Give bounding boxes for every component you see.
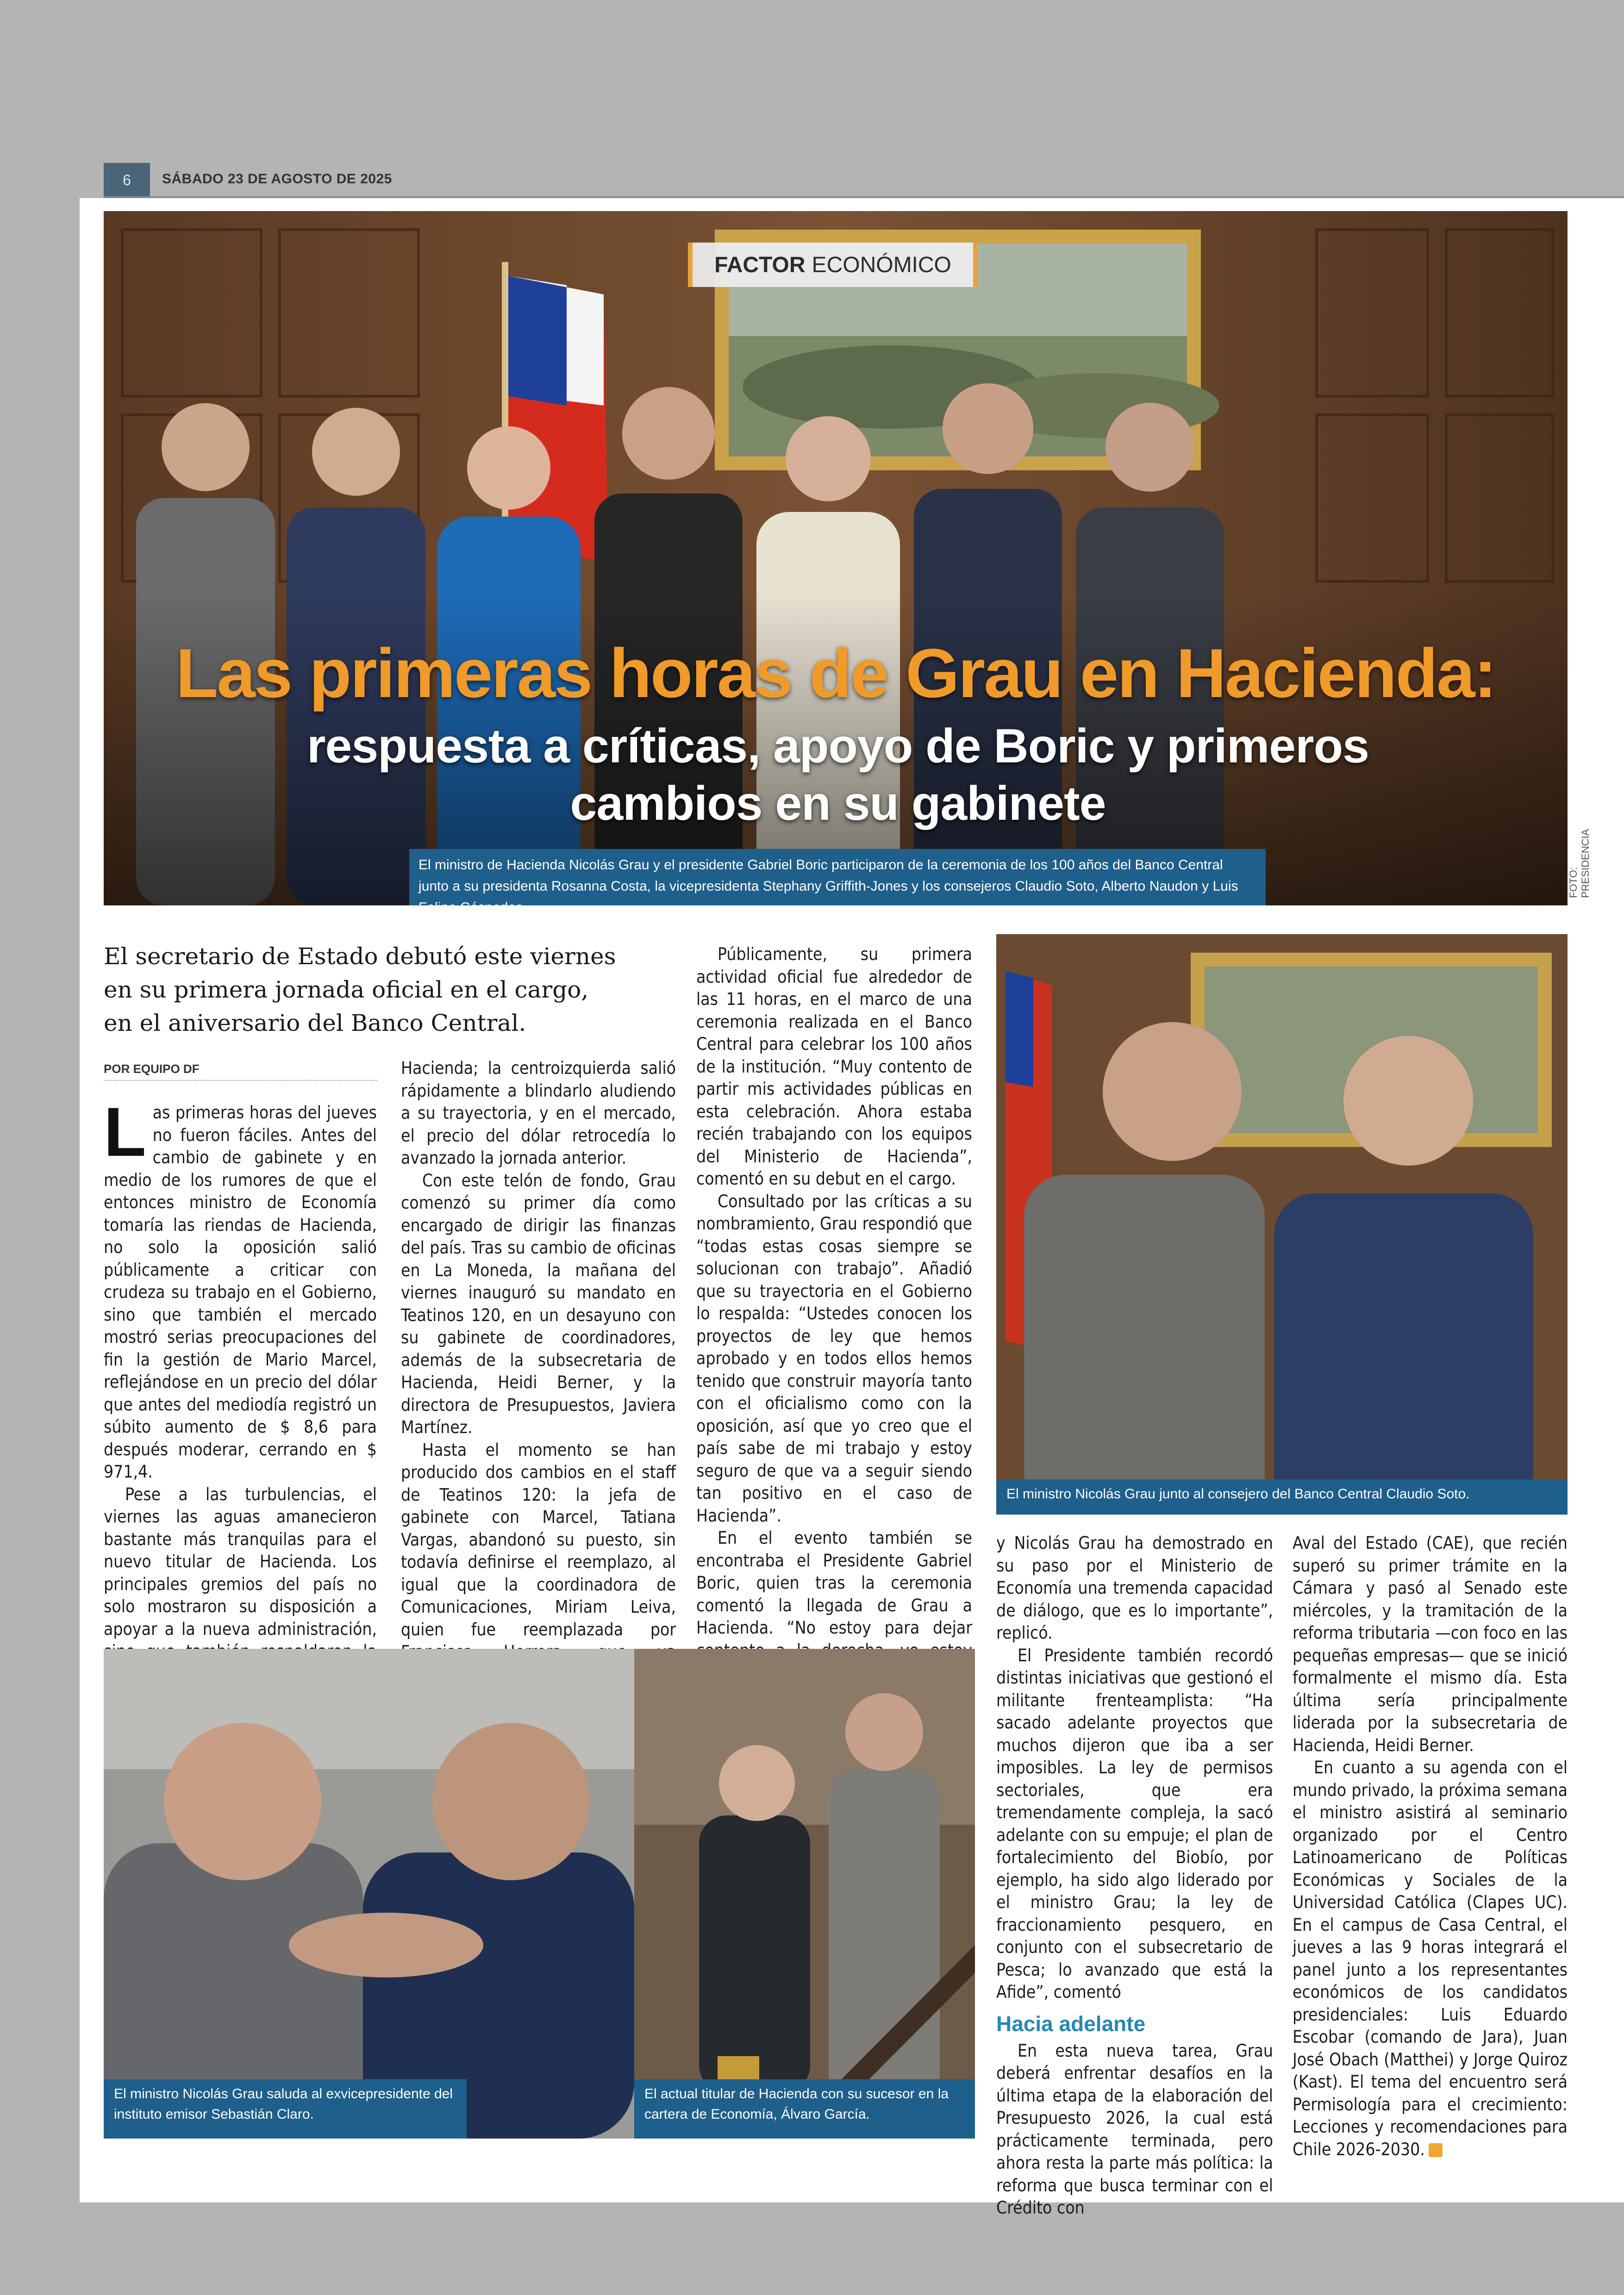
article-paragraph: Hacienda; la centroizquierda salió rápidamente a blindarlo aludiendo a su trayectoria, y en el mercado, el precio del dólar retrocedía lo avanzado la jornada anterior. [401, 1058, 676, 1168]
end-of-article-icon [1429, 2143, 1443, 2157]
article-paragraph: El Presidente también recordó distintas iniciativas que gestionó el militante frenteamplista: “Ha sacado adelante proyectos que muchos dijeron que iba a ser imposibles. La ley de permisos sectoriales, que era tremendamente compleja, la sacó adelante con su empuje; el plan de fortalecimiento del Biobío, por ejemplo, ha sido algo liderado por el ministro Grau; la ley de fraccionamiento pesquero, en conjunto con el subsecretario de Pesca; lo avanzado que está la Afide”, comentó [996, 1645, 1273, 2002]
subheadline [259, 717, 1417, 832]
soto-photo [996, 934, 1568, 1515]
article-paragraph: Públicamente, su primera actividad oficial fue alrededor de las 11 horas, en el marco de una ceremonia realizada en el Banco Central para celebrar los 100 años de la institución. “Muy contento de partir mis actividades públicas en esta celebración. Ahora estaba recién trabajando con los equipos del Ministerio de Hacienda”, comentó en su debut en el cargo. [696, 944, 972, 1189]
article-paragraph: En esta nueva tarea, Grau deberá enfrentar desafíos en la última etapa de la elaboración del Presupuesto 2026, la cual está prácticamente terminada, pero ahora resta la parte más política: la reforma que busca terminar con el Crédito con [996, 2040, 1273, 2218]
paragraph-text: as primeras horas del jueves no fueron fáciles. Antes del cambio de gabinete y en medio de los rumores de que el entonces ministro de Economía tomaría las riendas de Hacienda, no solo la oposición salió públicamente a criticar con crudeza su trabajo en el Gobierno, sino que también el mercado mostró serias preocupaciones del fin la gestión de Mario Marcel, reflejándose en un precio del dólar que antes del mediodía registró un súbito aumento de $ 8,6 para después moderar, cerrando en $ 971,4. [104, 1103, 377, 1482]
claro-caption: El ministro Nicolás Grau saluda al exvicepresidente del instituto emisor Sebastián Claro. [104, 2079, 467, 2139]
soto-caption: El ministro Nicolás Grau junto al consejero del Banco Central Claudio Soto. [996, 1479, 1568, 1515]
section-badge-light: ECONÓMICO [812, 252, 951, 277]
section-subtitle: Hacia adelante [996, 2011, 1146, 2036]
issue-date: SÁBADO 23 DE AGOSTO DE 2025 [162, 171, 392, 187]
byline: POR EQUIPO DF [104, 1062, 377, 1081]
article-column-1 [104, 1093, 377, 1685]
claro-photo [104, 1649, 634, 2139]
section-badge [688, 243, 978, 287]
hero-caption: El ministro de Hacienda Nicolás Grau y el presidente Gabriel Boric participaron de la ceremonia de los 100 años del Banco Central junto a su presidenta Rosanna Costa, la vicepresidenta Stephany Griffith-Jones y los consejeros Claudio Soto, Alberto Naudon y Luis Felipe Céspedes. [409, 849, 1266, 905]
article-paragraph: y Nicolás Grau ha demostrado en su paso por el Ministerio de Economía una tremenda capacidad de diálogo, que es lo importante”, replicó. [996, 1533, 1273, 1643]
page-number: 6 [104, 163, 150, 197]
article-paragraph: Consultado por las críticas a su nombramiento, Grau respondió que “todas estas cosas siempre se solucionan con trabajo”. Añadió que su trayectoria en el Gobierno lo respalda: “Ustedes conocen los proyectos de ley que hemos aprobado y en todos ellos hemos tenido que construir mayoría tanto con el oficialismo como con la oposición, así que yo creo que el país sabe de mi trabajo y estoy seguro de que va a seguir siendo tan positivo en el caso de Hacienda”. [696, 1191, 972, 1526]
article-paragraph: Hasta el momento se han producido dos cambios en el staff de Teatinos 120: la jefa de gabinete con Marcel, Tatiana Vargas, abandonó su puesto, sin todavía definirse el reemplazo, al igual que la coordinadora de Comunicaciones, Miriam Leiva, quien fue reemplazada por [401, 1440, 676, 1640]
article-column-2 [401, 1057, 676, 1686]
claro-photo-image [104, 1649, 634, 2139]
soto-photo-image [996, 934, 1568, 1515]
article-paragraph [1293, 1757, 1568, 2161]
garcia-photo [634, 1649, 975, 2139]
paragraph-text: En cuanto a su agenda con el mundo privado, la próxima semana el ministro asistirá al seminario organizado por el Centro Latinoamericano de Políticas Económicas y Sociales de la Universidad Católica (Clapes UC). En el campus de Casa Central, el jueves a las 9 horas integrará el panel junto a los representantes económicos de los candidatos presidenciales: Luis Eduardo Escobar (comando de Jara), Juan José Obach (Matthei) y Jorge Quiroz (Kast). El tema del encuentro será Permisología para el crecimiento: Lecciones y recomendaciones para Chile 2026-2030. [1293, 1758, 1568, 2159]
photo-credit: FOTO: PRESIDENCIA [1568, 829, 1591, 898]
article-column-5 [1293, 1532, 1568, 2161]
subheadline-line-2: cambios en su gabinete [570, 777, 1106, 830]
deck: El secretario de Estado debutó este viernes en su primera jornada oficial en el cargo, en el aniversario del Banco Central. [104, 943, 616, 1036]
article-paragraph [104, 1093, 377, 1484]
headline: Las primeras horas de Grau en Hacienda: [175, 634, 1496, 712]
article-paragraph: Pese a las turbulencias, el viernes las aguas amanecieron bastante más tranquilas para el nuevo titular de Hacienda. Los principales gremios del país no solo mostraron su disposición a apoyar a la nueva administración, [104, 1484, 377, 1639]
header-rule [104, 196, 1624, 198]
drop-cap: L [104, 1093, 146, 1171]
subheadline-line-1: respuesta a críticas, apoyo de Boric y primeros [307, 719, 1369, 773]
article-paragraph: Aval del Estado (CAE), que recién superó su primer trámite en la Cámara y pasó al Senado este miércoles, y la tramitación de la reforma tributaria —con foco en las pequeñas empresas— que se inició formalmente el mismo día. Esta última sería principalmente liderada por la subsecretaria de Hacienda, Heidi Berner. [1293, 1533, 1568, 1755]
garcia-photo-image [634, 1649, 975, 2139]
article-paragraph: Con este telón de fondo, Grau comenzó su primer día como encargado de dirigir las finanzas del país. Tras su cambio de oficinas en La Moneda, la mañana del viernes inauguró su mandato en Teatinos 120, en un desayuno con su gabinete de coordinadores, además de la subsecretaria de Hacienda, Heidi Berner, y la directora de Presupuestos, Javiera Martínez. [401, 1170, 676, 1437]
article-column-4 [996, 1532, 1273, 2220]
garcia-caption: El actual titular de Hacienda con su sucesor en la cartera de Economía, Álvaro García. [634, 2079, 975, 2139]
article-column-3 [696, 943, 972, 1684]
article-paragraph: En el evento también se encontraba el Presidente Gabriel Boric, quien tras la ceremonia comentó la llegada de Grau a Hacienda. “No estoy para dejar [696, 1528, 972, 1638]
section-badge-strong: FACTOR [714, 252, 806, 277]
